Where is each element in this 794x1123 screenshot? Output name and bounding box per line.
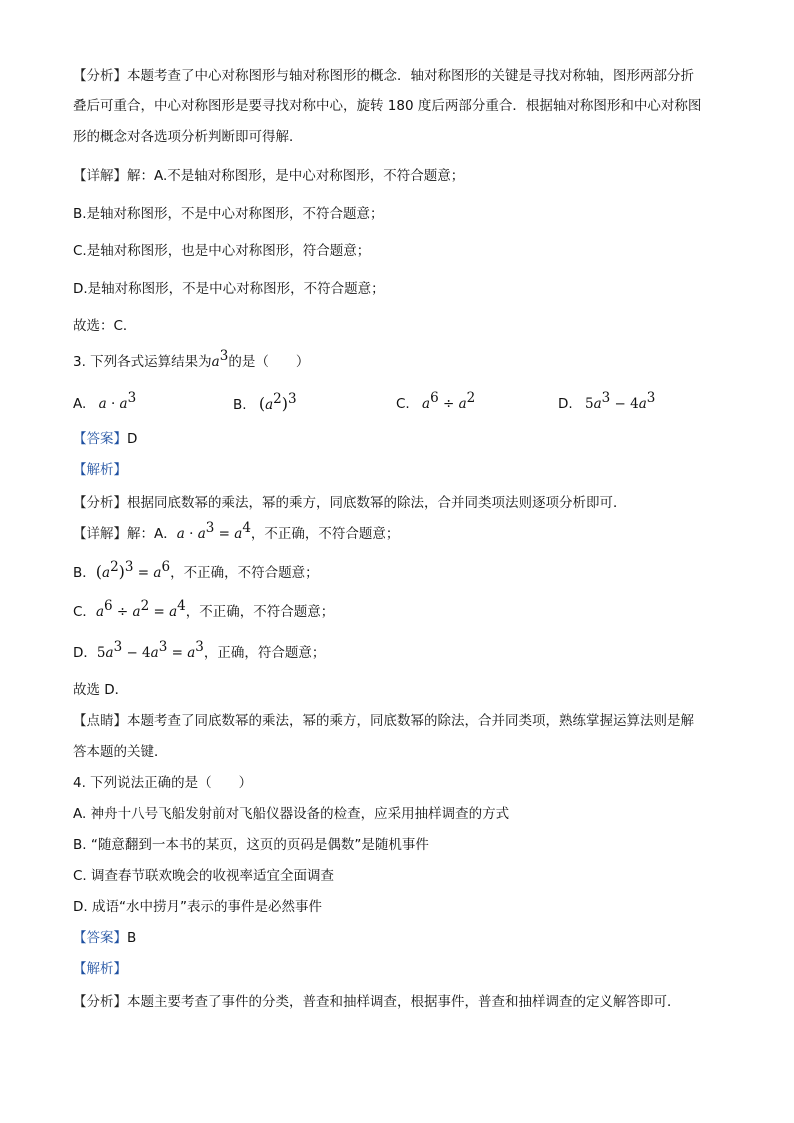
detail-3-b-formula: $(a^2)^3 = a^6$ xyxy=(95,559,171,581)
detail-line-d: D.是轴对称图形，不是中心对称图形，不符合题意； xyxy=(73,281,385,297)
analysis-paragraph-line-1 xyxy=(73,66,694,86)
question-3-stem-suffix: 的是（ ） xyxy=(228,354,310,370)
question-3-stem xyxy=(73,348,310,372)
jiexi-4-tag: 【解析】 xyxy=(73,961,127,977)
detail-3-d-formula: $5a^3 - 4a^3 = a^3$ xyxy=(96,639,204,661)
option-a-label: A. xyxy=(73,396,87,412)
analysis-4-text: 本题主要考查了事件的分类，普查和抽样调查，根据事件，普查和抽样调查的定义解答即可． xyxy=(127,994,681,1010)
detail-3-c-prefix: C． xyxy=(73,604,96,620)
analysis-paragraph-line-2: 叠后可重合，中心对称图形是要寻找对称中心，旋转 180 度后两部分重合．根据轴对称图形和中心对称图 xyxy=(73,98,702,114)
detail-line-c: C.是轴对称图形，也是中心对称图形，符合题意； xyxy=(73,243,371,259)
detail-3-a-prefix: 解：A． xyxy=(127,526,177,542)
comment-line-2: 答本题的关键． xyxy=(73,744,168,760)
answer-4-tag: 【答案】 xyxy=(73,930,127,946)
option-c-label: C. xyxy=(396,396,410,412)
detail-3-line-a xyxy=(73,520,400,544)
final-choice-3: 故选 D． xyxy=(73,682,129,698)
analysis-4-tag: 【分析】 xyxy=(73,994,127,1010)
question-4-option-b: B. “随意翻到一本书的某页，这页的页码是偶数”是随机事件 xyxy=(73,837,429,853)
detail-3-line-b xyxy=(73,559,319,583)
question-4-option-a: A. 神舟十八号飞船发射前对飞船仪器设备的检查，应采用抽样调查的方式 xyxy=(73,806,510,822)
question-4-stem: 4. 下列说法正确的是（ ） xyxy=(73,775,253,791)
detail-3-line-d xyxy=(73,639,326,663)
option-b-label: B. xyxy=(233,397,247,413)
option-b-formula: $(a^2)^3$ xyxy=(258,391,297,413)
detail-3-c-suffix: ，不正确，不符合题意； xyxy=(185,604,335,620)
question-3-options xyxy=(73,390,723,416)
option-a-formula: $a \cdot a^3$ xyxy=(98,390,137,412)
question-4-option-d: D. 成语“水中捞月”表示的事件是必然事件 xyxy=(73,899,322,915)
option-c-formula: $a^6 \div a^2$ xyxy=(422,390,476,412)
detail-3-b-prefix: B． xyxy=(73,565,96,581)
detail-text-a: 解：A.不是轴对称图形，是中心对称图形，不符合题意； xyxy=(127,168,465,184)
analysis-text: 本题考查了中心对称图形与轴对称图形的概念．轴对称图形的关键是寻找对称轴，图形两部分折 xyxy=(127,68,694,84)
detail-3-line-c xyxy=(73,598,335,622)
detail-line-b: B.是轴对称图形，不是中心对称图形，不符合题意； xyxy=(73,206,384,222)
comment-line-1 xyxy=(73,711,694,731)
comment-tag: 【点睛】 xyxy=(73,713,127,729)
analysis-tag: 【分析】 xyxy=(73,68,127,84)
detail-3-tag: 【详解】 xyxy=(73,526,127,542)
analysis-4-line xyxy=(73,992,681,1012)
comment-text: 本题考查了同底数幂的乘法，幂的乘方，同底数幂的除法，合并同类项，熟练掌握运算法则是解 xyxy=(127,713,694,729)
answer-value: D xyxy=(127,431,138,447)
question-4-option-c: C. 调查春节联欢晚会的收视率适宜全面调查 xyxy=(73,868,335,884)
jiexi-tag: 【解析】 xyxy=(73,462,127,478)
analysis-3-text: 根据同底数幂的乘法，幂的乘方，同底数幂的除法，合并同类项法则逐项分析即可． xyxy=(127,495,627,511)
option-c xyxy=(396,390,476,414)
final-choice: 故选：C． xyxy=(73,318,137,334)
answer-tag: 【答案】 xyxy=(73,431,127,447)
option-d-formula: $5a^3 - 4a^3$ xyxy=(584,390,656,412)
option-b xyxy=(233,391,297,415)
option-d xyxy=(558,390,656,414)
answer-4-value: B xyxy=(127,930,137,946)
detail-3-b-suffix: ，不正确，不符合题意； xyxy=(170,565,319,581)
answer-line-4 xyxy=(73,928,136,948)
detail-line-a xyxy=(73,166,464,186)
analysis-3-line xyxy=(73,493,627,513)
option-a xyxy=(73,390,137,414)
detail-tag: 【详解】 xyxy=(73,168,127,184)
detail-3-c-formula: $a^6 \div a^2 = a^4$ xyxy=(95,598,186,620)
detail-3-a-suffix: ，不正确，不符合题意； xyxy=(250,526,400,542)
detail-3-d-prefix: D． xyxy=(73,645,97,661)
option-d-label: D. xyxy=(558,396,573,412)
analysis-3-tag: 【分析】 xyxy=(73,495,127,511)
detail-3-d-suffix: ，正确，符合题意； xyxy=(203,645,326,661)
question-3-stem-prefix: 3. 下列各式运算结果为 xyxy=(73,354,212,370)
analysis-paragraph-line-3: 形的概念对各选项分析判断即可得解． xyxy=(73,129,303,145)
detail-3-a-formula: $a \cdot a^3 = a^4$ xyxy=(176,520,251,542)
answer-line xyxy=(73,429,137,449)
formula-a-cubed: $a^3$ xyxy=(211,348,229,370)
